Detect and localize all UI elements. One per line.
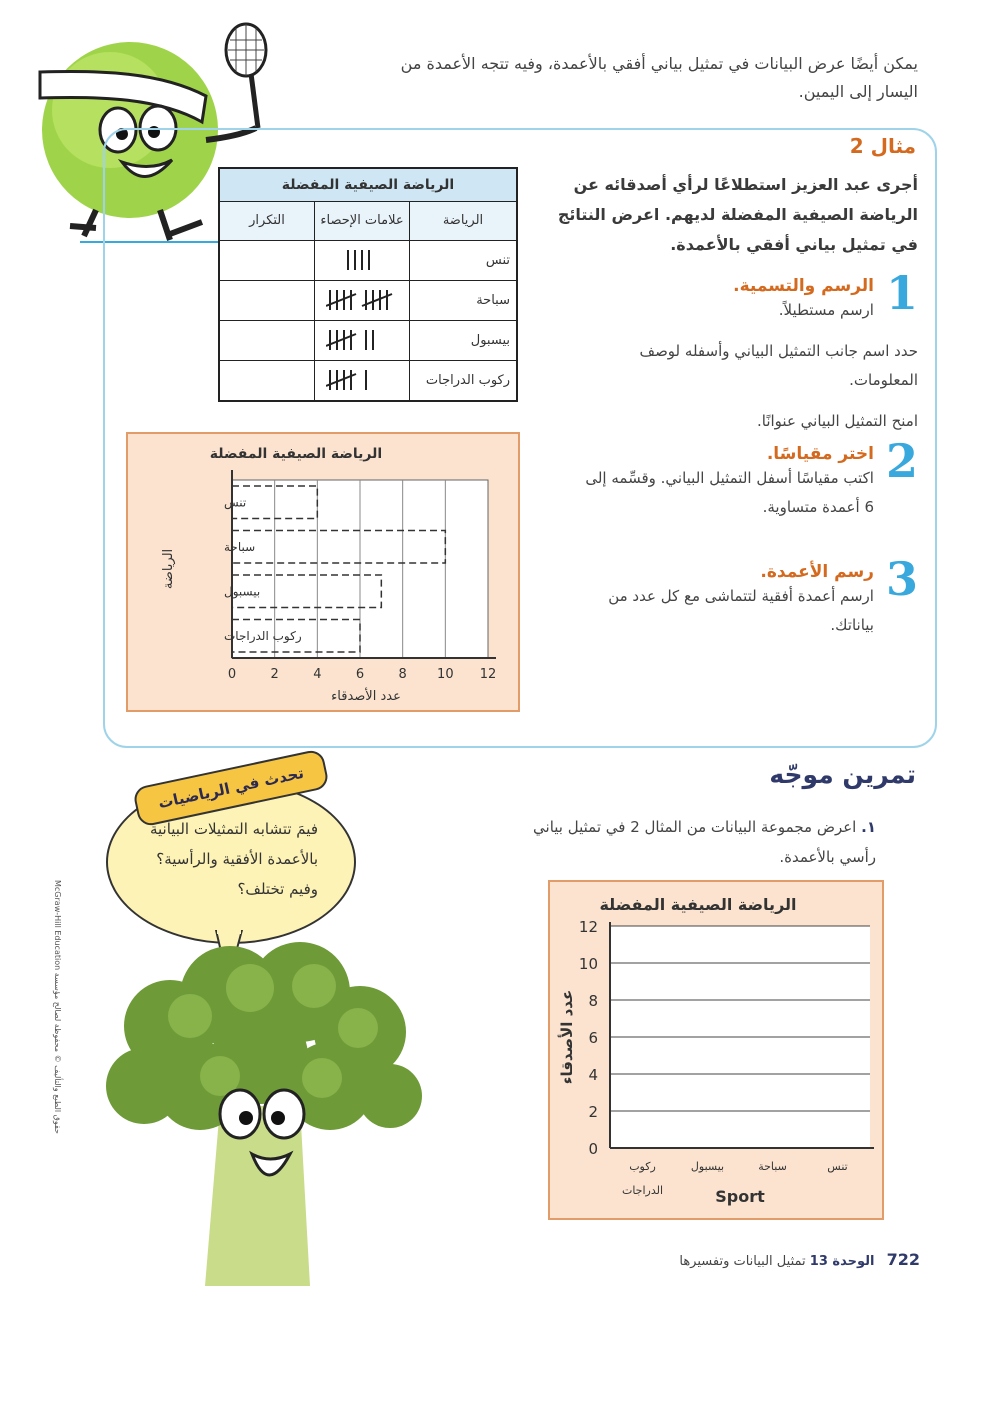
guided-question-number: ١. (861, 818, 876, 836)
x-axis-label: عدد الأصدقاء (331, 689, 401, 704)
tally-sport-cell: تنس (410, 240, 517, 280)
horizontal-bar-chart (126, 432, 518, 710)
y-tick-label: 4 (588, 1066, 598, 1084)
x-tick-label: 12 (479, 667, 497, 682)
y-tick-label: 8 (588, 992, 598, 1010)
example-problem: أجرى عبد العزيز استطلاعًا لرأي أصدقائه عن الرياضة الصيفية المفضلة لديهم. اعرض النتائج في تمثيل بياني أفقي بالأعمدة. (557, 175, 918, 254)
example-title: مثال 2 (849, 134, 916, 158)
step-1-line: حدد اسم جانب التمثيل البياني وأسفله لوصف المعلومات. (639, 342, 918, 389)
x-category-line: سباحة (758, 1160, 787, 1173)
tally-marks (344, 247, 380, 273)
x-tick-label: 8 (398, 667, 407, 682)
y-tick-label: 0 (588, 1140, 598, 1158)
tally-header-tally: علامات الإحصاء (315, 202, 410, 240)
copyright-vertical (48, 880, 62, 1210)
tally-header-sport: الرياضة (410, 202, 517, 240)
tally-marks-cell (315, 360, 410, 400)
step-2-number: 2 (885, 434, 918, 488)
guided-practice-title: تمرين موجّه (769, 760, 916, 789)
y-tick-label: 12 (578, 918, 598, 936)
tally-sport-cell: سباحة (410, 280, 517, 320)
vertical-bar-chart[interactable] (548, 880, 882, 1218)
unit-label: الوحدة 13 (809, 1254, 875, 1269)
y-tick-label: 6 (588, 1029, 598, 1047)
y-tick-label: 10 (578, 955, 598, 973)
guided-question (496, 812, 876, 872)
y-category-label: سباحة (224, 539, 256, 554)
step-1-line: امنح التمثيل البياني عنوانًا. (756, 412, 918, 430)
copyright-text: McGraw-Hill Education حقوق الطبع والتأليف © محفوظة لصالح مؤسسة (53, 880, 62, 1134)
x-category-label (691, 1160, 724, 1173)
talk-math-title: تحدث في الرياضيات (156, 763, 306, 813)
step-1-number: 1 (885, 266, 918, 320)
x-tick-label: 10 (437, 667, 454, 682)
step-1-title: الرسم والتسمية. (733, 276, 874, 296)
step-1-line: ارسم مستطيلاً. (778, 301, 874, 319)
broccoli-mascot (100, 936, 430, 1296)
tally-marks-cell (315, 320, 410, 360)
x-category-label (827, 1160, 847, 1173)
step-3-title: رسم الأعمدة. (760, 562, 874, 582)
step-3 (578, 552, 918, 640)
y-axis-label: الرياضة (161, 548, 176, 590)
tally-frequency-cell (220, 320, 315, 360)
chart-title: الرياضة الصيفية المفضلة (599, 895, 797, 914)
y-category-label: ركوب الدراجات (224, 628, 302, 643)
tally-table-wrapper (218, 167, 518, 402)
tally-frequency-cell (220, 360, 315, 400)
step-2 (578, 434, 918, 522)
x-tick-label: 2 (270, 667, 279, 682)
tally-table (220, 202, 516, 400)
step-2-title: اختر مقياسًا. (766, 444, 874, 464)
tally-header-frequency: التكرار (220, 202, 315, 240)
unit-title: تمثيل البيانات وتفسيرها (679, 1254, 806, 1269)
step-3-line: ارسم أعمدة أفقية لتتماشى مع كل عدد من بياناتك. (608, 587, 874, 634)
tally-sport-cell: بيسبول (410, 320, 517, 360)
chart-title: الرياضة الصيفية المفضلة (209, 446, 383, 462)
x-tick-label: 0 (227, 667, 237, 682)
tally-marks-cell (315, 280, 410, 320)
guided-question-text: اعرض مجموعة البيانات من المثال 2 في تمثيل بياني رأسي بالأعمدة. (533, 818, 876, 866)
x-category-line: ركوب (629, 1160, 656, 1173)
x-axis-label: Sport (715, 1187, 765, 1206)
tally-sport-cell: ركوب الدراجات (410, 360, 517, 400)
x-category-label (758, 1160, 787, 1173)
tally-marks (326, 287, 398, 313)
x-category-line: بيسبول (690, 1160, 725, 1173)
step-3-number: 3 (885, 552, 918, 606)
intro-paragraph: يمكن أيضًا عرض البيانات في تمثيل بياني أفقي بالأعمدة، وفيه تتجه الأعمدة من اليسار إلى اليمين. (400, 54, 918, 101)
x-category-label (622, 1160, 663, 1197)
tally-frequency-cell (220, 240, 315, 280)
y-tick-label: 2 (588, 1103, 598, 1121)
x-tick-label: 6 (355, 667, 365, 682)
step-2-line: اكتب مقياسًا أسفل التمثيل البياني. وقسِّمه إلى 6 أعمدة متساوية. (585, 469, 874, 516)
y-category-label: بيسبول (224, 584, 261, 599)
y-axis-label: عدد الأصدقاء (558, 989, 576, 1085)
tally-marks (326, 327, 398, 353)
x-category-line: تنس (827, 1160, 848, 1173)
page-number: 722 (886, 1250, 920, 1269)
tally-table-title: الرياضة الصيفية المفضلة (220, 169, 516, 202)
tally-frequency-cell (220, 280, 315, 320)
x-tick-label: 4 (313, 667, 322, 682)
y-category-label: تنس (224, 495, 247, 510)
step-1 (598, 266, 918, 436)
x-category-line: الدراجات (621, 1184, 664, 1197)
talk-math-text: فيمَ تتشابه التمثيلات البيانية بالأعمدة الأفقية والرأسية؟ وفيم تختلف؟ (149, 820, 318, 898)
page-footer (679, 1250, 920, 1269)
tally-marks (326, 367, 398, 393)
tally-marks-cell (315, 240, 410, 280)
